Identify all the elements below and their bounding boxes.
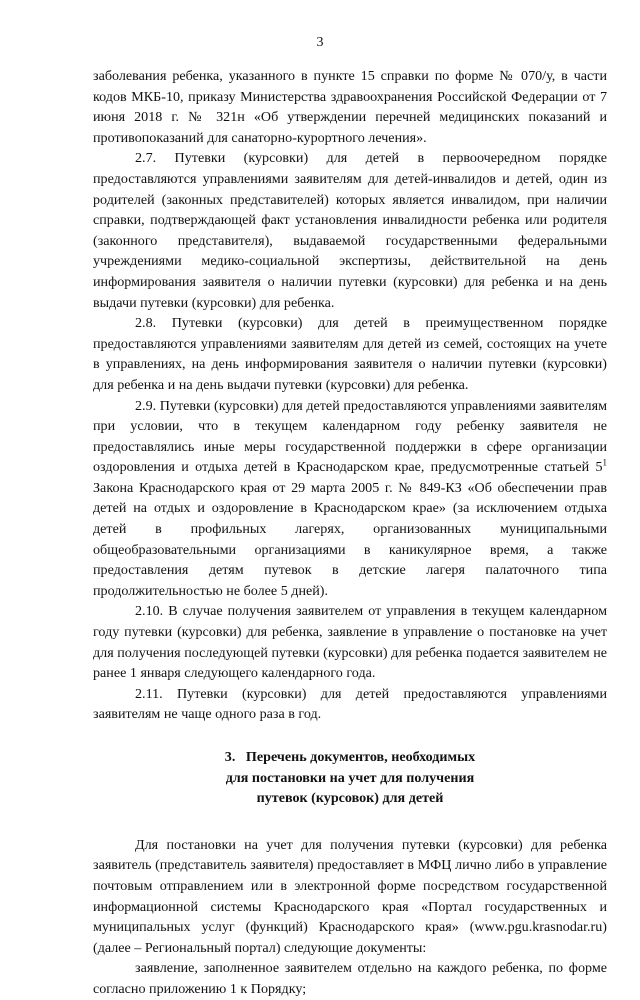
section-3-heading — [93, 747, 607, 809]
paragraph-2-11: 2.11. Путевки (курсовки) для детей предоставляются управлениями заявителям не чаще одного раза в год. — [93, 685, 607, 723]
paragraph-2-9 — [93, 396, 607, 602]
paragraph-continuation: заболевания ребенка, указанного в пункте 15 справки по форме № 070/у, в части кодов МКБ-10, приказу Министерства здравоохранения Российской Федерации от 7 июня 2018 г. № 321н «Об утверждении перечней медицинских показаний и противопоказаний для санаторно-курортного лечения». — [93, 68, 607, 146]
document-body — [93, 66, 607, 1000]
footnote-superscript: 1 — [602, 457, 607, 468]
section-3-heading-line-1: 3. Перечень документов, необходимых — [224, 749, 476, 765]
page-number: 3 — [316, 35, 324, 50]
section-3-heading-line-2: для постановки на учет для получения — [225, 769, 475, 786]
paragraph-2-9-text-b: Закона Краснодарского края от 29 марта 2005 г. № 849-КЗ «Об обеспечении прав детей на отдых и оздоровление в Краснодарском крае» (за исключением отдыха детей в профильных лагерях, организованных муниципальными общеобразовательными организациями в каникулярное время, а также предоставления детям путевок в детские лагеря палаточного типа продолжительностью не более 5 дней). — [93, 479, 607, 599]
section-3-intro: Для постановки на учет для получения путевки (курсовки) для ребенка заявитель (представитель заявителя) предоставляет в МФЦ лично либо в управление почтовым отправлением или в электронной форме посредством государственной информационной системы Краснодарского края «Портал государственных и муниципальных услуг (функций) Краснодарского края» (www.pgu.krasnodar.ru) (далее – Региональный портал) следующие документы: — [93, 836, 607, 956]
section-3-heading-line-3: путевок (курсовок) для детей — [256, 790, 444, 807]
paragraph-2-7: 2.7. Путевки (курсовки) для детей в первоочередном порядке предоставляются управлениями заявителям для детей-инвалидов и детей, один из родителей (законных представителей) которых является инвалидом, при наличии справки, подтверждающей факт установления инвалидности ребенка или родителя (законного представителя), выдаваемой государственными федеральными учреждениями медико-социальной экспертизы, действительной на день информирования заявителя о наличии путевки (курсовки) для ребенка и на день выдачи путевки (курсовки) для ребенка. — [93, 150, 607, 311]
paragraph-2-9-text-a: 2.9. Путевки (курсовки) для детей предоставляются управлениями заявителям при условии, что в текущем календарном году ребенку заявителя не предоставлялись иные меры государственной поддержки в сфере организации оздоровления и отдыха детей в Краснодарском крае, предусмотренные статьей 5 — [93, 397, 607, 476]
paragraph-2-10: 2.10. В случае получения заявителем от управления в текущем календарном году путевки (курсовки) для ребенка, заявление в управление о постановке на учет для получения последующей путевки (курсовки) для ребенка подается заявителем не ранее 1 января следующего календарного года. — [93, 603, 607, 682]
document-list-item-1: заявление, заполненное заявителем отдельно на каждого ребенка, по форме согласно приложению 1 к Порядку; — [93, 960, 607, 997]
paragraph-2-8: 2.8. Путевки (курсовки) для детей в преимущественном порядке предоставляются управлениями заявителям для детей из семей, состоящих на учете в управлениях, на день информирования заявителя о наличии путевки (курсовки) для ребенка и на день выдачи путевки (курсовки) для ребенка. — [93, 315, 607, 393]
